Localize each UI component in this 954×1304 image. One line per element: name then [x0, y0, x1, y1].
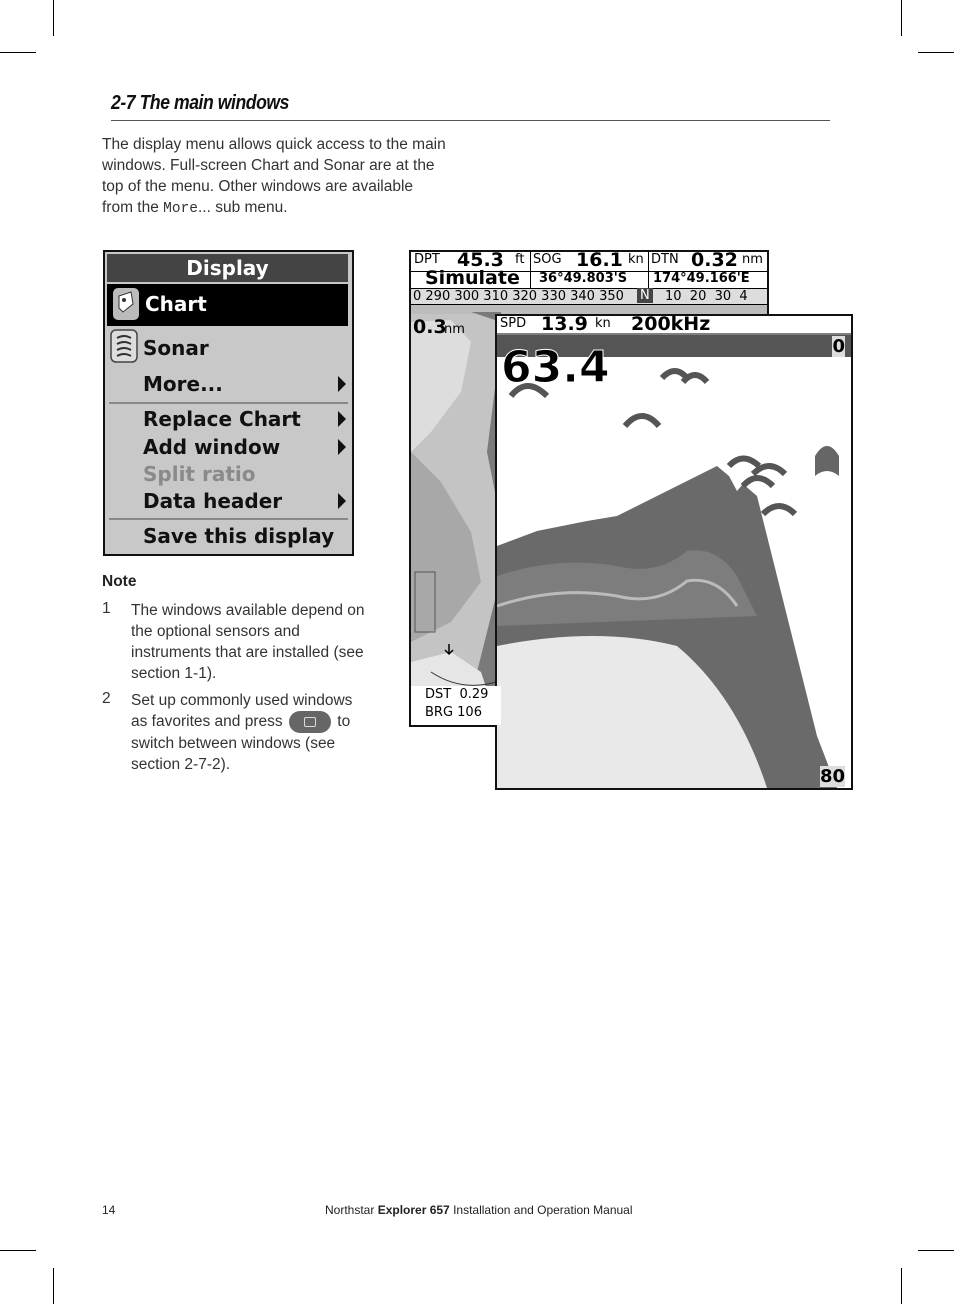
- footer-text: Northstar Explorer 657 Installation and Operation Manual: [325, 1203, 633, 1217]
- dpt-unit: ft: [515, 252, 525, 267]
- window-switch-key-icon: [289, 711, 331, 733]
- submenu-arrow-icon: [338, 376, 346, 392]
- menu-item-replace-chart[interactable]: Replace Chart: [143, 407, 301, 431]
- compass-north: N: [637, 288, 653, 303]
- menu-item-save-display[interactable]: Save this display: [143, 524, 335, 548]
- spd-label: SPD: [500, 316, 527, 331]
- brg-readout: BRG 106: [425, 705, 482, 720]
- spd-value: 13.9: [541, 314, 588, 335]
- dtn-label: DTN: [651, 252, 679, 267]
- note-text: The windows available depend on the optional sensors and instruments that are installed (see section 1-1).: [131, 602, 365, 682]
- menu-item-split-ratio: Split ratio: [143, 462, 256, 486]
- depth-scale-bottom: 80: [819, 766, 845, 787]
- menu-title: Display: [107, 254, 348, 282]
- menu-item-sonar[interactable]: Sonar: [143, 336, 209, 360]
- crop-mark: [901, 1268, 902, 1304]
- mode-label: Simulate: [425, 267, 520, 289]
- chart-icon: [111, 286, 141, 322]
- intro-line: from the More... sub menu.: [102, 199, 288, 217]
- dtn-unit: nm: [742, 252, 763, 267]
- title-rule: [111, 120, 830, 121]
- note-number: 2: [102, 690, 111, 707]
- menu-item-label: Chart: [145, 292, 207, 316]
- intro-line: top of the menu. Other windows are available: [102, 178, 414, 195]
- intro-paragraph: [102, 134, 472, 220]
- menu-item-more[interactable]: More...: [143, 372, 223, 396]
- sog-value: 16.1: [576, 250, 623, 271]
- crop-mark: [53, 0, 54, 36]
- dpt-value: 45.3: [457, 250, 504, 271]
- range-value: 0.3: [413, 316, 447, 338]
- menu-item-chart[interactable]: [107, 284, 348, 326]
- menu-item-add-window[interactable]: Add window: [143, 435, 281, 459]
- sog-label: SOG: [533, 252, 562, 267]
- frequency-value: 200kHz: [631, 314, 711, 335]
- menu-divider: [109, 518, 348, 520]
- submenu-arrow-icon: [338, 493, 346, 509]
- note-number: 1: [102, 600, 111, 617]
- compass-scale: 0 290 300 310 320 330 340 350: [413, 289, 624, 304]
- longitude: 174°49.166'E: [653, 271, 750, 286]
- latitude: 36°49.803'S: [539, 271, 628, 286]
- crop-mark: [918, 1250, 954, 1251]
- dst-readout: DST 0.29: [425, 687, 489, 702]
- crop-mark: [901, 0, 902, 36]
- menu-divider: [109, 402, 348, 404]
- sonar-screen: [495, 314, 853, 790]
- intro-line: The display menu allows quick access to the main: [102, 136, 446, 153]
- depth-unit: ft: [618, 374, 628, 389]
- display-menu: [103, 250, 354, 556]
- dtn-value: 0.32: [691, 250, 738, 271]
- menu-item-data-header[interactable]: Data header: [143, 489, 283, 513]
- crop-mark: [53, 1268, 54, 1304]
- section-title: 2-7 The main windows: [111, 92, 289, 114]
- spd-unit: kn: [595, 316, 611, 331]
- submenu-arrow-icon: [338, 411, 346, 427]
- page-number: 14: [102, 1203, 116, 1217]
- crop-mark: [0, 52, 36, 53]
- code-more: More: [163, 201, 198, 217]
- sog-unit: kn: [628, 252, 644, 267]
- range-unit: nm: [444, 322, 465, 337]
- sonar-icon: [109, 328, 139, 364]
- depth-value: 63.4: [501, 342, 610, 393]
- crop-mark: [0, 1250, 36, 1251]
- crop-mark: [918, 52, 954, 53]
- compass-scale-right: 10 20 30 4: [665, 289, 748, 304]
- note-heading: Note: [102, 573, 137, 590]
- note-text: Set up commonly used windows as favorites and press to switch between windows (see section 2-7-2).: [131, 692, 353, 773]
- depth-scale-top: 0: [832, 336, 845, 357]
- dpt-label: DPT: [414, 252, 440, 267]
- intro-line: windows. Full-screen Chart and Sonar are at the: [102, 157, 435, 174]
- submenu-arrow-icon: [338, 439, 346, 455]
